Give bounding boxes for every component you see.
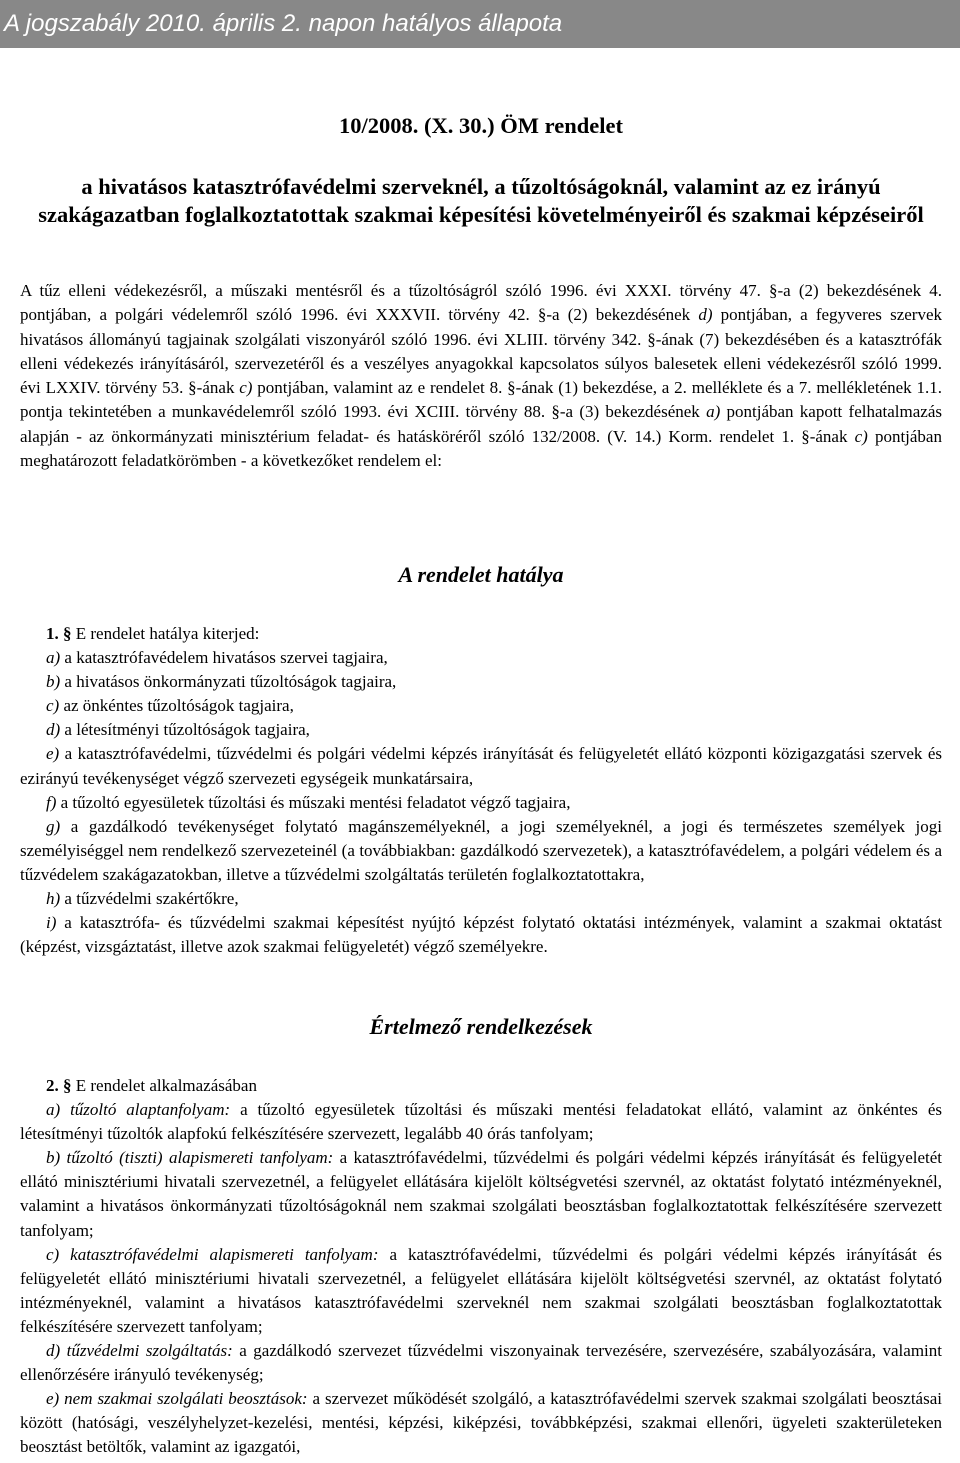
item-letter: i): [46, 913, 57, 933]
list-item: [20, 742, 942, 790]
paragraph-lead-text: E rendelet hatálya kiterjed:: [75, 624, 260, 643]
definition-item: [20, 1243, 942, 1339]
list-item: [20, 670, 942, 694]
preamble-point-d: d): [698, 305, 713, 325]
state-banner-text: A jogszabály 2010. április 2. napon hatályos állapota: [4, 10, 563, 37]
item-text: a hivatásos önkormányzati tűzoltóságok tagjaira,: [64, 672, 397, 692]
preamble-text-3: pontjában, valamint az e rendelet 8. §-ának (1) bekezdése, a 2. melléklete és a 7. mellékletének 1.1. pontja tekintetében a munkavédelemről szóló 1993. évi XCIII. törvény 88. §-a (3) bekezdésének: [20, 378, 942, 422]
paragraph-1-lead: [20, 622, 942, 646]
section-heading-definitions: Értelmező rendelkezések: [369, 1014, 593, 1039]
preamble-point-c: c): [239, 378, 253, 398]
document-title: a hivatásos katasztrófavédelmi szerveknél, a tűzoltóságoknál, valamint az ez irányú szakágazatban foglalkoztatottak szakmai képesítési követelményeiről és szakmai képzéseiről: [38, 174, 924, 227]
list-item: [20, 911, 942, 959]
definition-item: [20, 1098, 942, 1146]
state-banner: [0, 0, 960, 48]
preamble-text-2: pontjában, a fegyveres szervek hivatásos állományú tagjainak szolgálati viszonyáról szóló 1996. évi XLIII. törvény 342. §-ának (7) bekezdésében és a katasztrófák elleni védekezés irányításáról, szervezetéről és a veszélyes anyagokkal kapcsolatos súlyos balesetek elleni védekezésről szóló 1999. évi LXXIV. törvény 53. §-ának: [20, 305, 942, 398]
definition-term: a) tűzoltó alaptanfolyam:: [46, 1100, 231, 1120]
definition-term: e) nem szakmai szolgálati beosztások:: [46, 1389, 308, 1409]
list-item: [20, 718, 942, 742]
item-letter: a): [46, 648, 61, 668]
definition-item: [20, 1339, 942, 1387]
paragraph-lead-text: E rendelet alkalmazásában: [75, 1076, 257, 1095]
definition-term: c) katasztrófavédelmi alapismereti tanfolyam:: [46, 1244, 379, 1264]
definition-item: [20, 1387, 942, 1459]
preamble-text-5: pontjában meghatározott feladatkörömben - a következőket rendelem el:: [20, 426, 942, 471]
paragraph-number: 1. §: [46, 624, 72, 643]
document-number: 10/2008. (X. 30.) ÖM rendelet: [339, 113, 623, 138]
definition-text: a katasztrófavédelmi, tűzvédelmi és polgári védelmi képzés irányítását és felügyeletét ellátó minisztériumi hivatali szervezetnél, a felügyelet ellátására kijelölt költségvetési szervnél, az oktatást folytató intézményeknél, valamint a hivatásos katasztrófavédelmi szerveknél nem szakmai szolgálati beosztásban foglalkoztatottak felkészítésére szervezett tanfolyam;: [20, 1244, 942, 1336]
item-text: a katasztrófavédelmi, tűzvédelmi és polgári védelmi képzés irányítását és felügyeletét ellátó központi közigazgatási szervek és ezirányú tevékenységet végző szervezeti egységeik munkatársaira,: [20, 744, 942, 788]
item-letter: f): [46, 792, 57, 812]
item-letter: g): [46, 816, 61, 836]
item-letter: h): [46, 889, 61, 909]
section-scope: [20, 622, 942, 959]
definition-term: d) tűzvédelmi szolgáltatás:: [46, 1341, 233, 1361]
item-text: a tűzoltó egyesületek tűzoltási és műszaki mentési feladatot végző tagjaira,: [60, 792, 571, 812]
list-item: [20, 791, 942, 815]
item-letter: d): [46, 720, 61, 740]
list-item: [20, 646, 942, 670]
paragraph-number: 2. §: [46, 1076, 72, 1095]
list-item: [20, 694, 942, 718]
item-letter: c): [46, 696, 60, 716]
definition-text: a tűzoltó egyesületek tűzoltási és műszaki mentési feladatokat ellátó, valamint az önkéntes és létesítményi tűzoltók alapfokú felkészítésére szervezett, legalább 40 órás tanfolyam;: [20, 1100, 942, 1144]
preamble-point-a: a): [706, 402, 721, 422]
item-letter: e): [46, 744, 60, 764]
item-text: a katasztrófavédelem hivatásos szervei tagjaira,: [64, 648, 388, 668]
definition-text: a gazdálkodó szervezet tűzvédelmi viszonyainak tervezésére, szervezésére, szabályozására, valamint ellenőrzésére irányuló tevékenység;: [20, 1341, 942, 1385]
preamble-text-4: pontjában kapott felhatalmazás alapján - az önkormányzati minisztérium feladat- és hatásköréről szóló 132/2008. (V. 14.) Korm. rendelet 1. §-ának: [20, 402, 942, 446]
preamble: [20, 279, 942, 473]
list-item: [20, 887, 942, 911]
paragraph-2-lead: [20, 1074, 942, 1098]
preamble-point-c2: c): [854, 426, 868, 446]
list-item: [20, 815, 942, 887]
section-definitions: [20, 1074, 942, 1460]
section-heading-scope: A rendelet hatálya: [398, 562, 564, 587]
item-text: a tűzvédelmi szakértőkre,: [64, 889, 239, 909]
item-text: a létesítményi tűzoltóságok tagjaira,: [64, 720, 310, 740]
item-text: az önkéntes tűzoltóságok tagjaira,: [63, 696, 294, 716]
item-text: a katasztrófa- és tűzvédelmi szakmai képesítést nyújtó képzést folytató oktatási intézmények, valamint a szakmai oktatást (képzést, vizsgáztatást, illetve azok szakmai felügyeletét) végző személyekre.: [20, 913, 943, 957]
definition-text: a katasztrófavédelmi, tűzvédelmi és polgári védelmi képzés irányítását és felügyeletét ellátó minisztériumi hivatali szervezetnél, a felügyelet ellátására kijelölt költségvetési szervnél, az oktatást folytató intézményeknél, valamint a hivatásos önkormányzati tűzoltóságoknál nem szakmai szolgálati beosztásban foglalkoztatottak felkészítésére szervezett tanfolyam;: [20, 1148, 942, 1240]
definition-term: b) tűzoltó (tiszti) alapismereti tanfolyam:: [46, 1148, 334, 1168]
item-text: a gazdálkodó tevékenységet folytató magánszemélyeknél, a jogi személyeknél, a jogi és természetes személyek jogi személyiséggel nem rendelkező szervezeteinél (a továbbiakban: gazdálkodó szervezetek), a katasztrófavédelem, a polgári védelem és a tűzvédelem szakágazatokban, illetve a tűzvédelmi szolgáltatás területén foglalkoztatottakra,: [20, 816, 942, 884]
preamble-text-1: A tűz elleni védekezésről, a műszaki mentésről és a tűzoltóságról szóló 1996. évi XXXI. törvény 47. §-a (2) bekezdésének 4. pontjában, a polgári védelemről szóló 1996. évi XXXVII. törvény 42. §-a (2) bekezdésének: [20, 281, 942, 325]
definition-text: a szervezet működését szolgáló, a katasztrófavédelmi szervek szakmai szolgálati beosztásai között (hatósági, veszélyhelyzet-kezelési, mentési, képzési, kiképzési, továbbképzési, szakmai ellenőri, ügyeleti szakterületeken beosztást betöltők, valamint az igazgatói,: [20, 1389, 942, 1457]
definition-item: [20, 1146, 942, 1242]
item-letter: b): [46, 672, 61, 692]
